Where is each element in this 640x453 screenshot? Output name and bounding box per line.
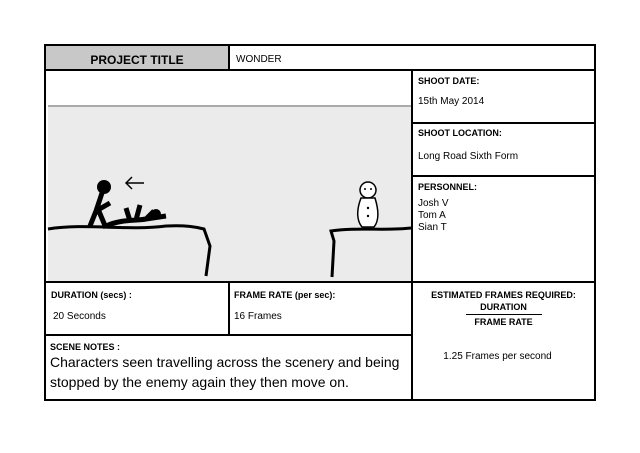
border-bottom xyxy=(44,399,596,401)
personnel-label: PERSONNEL: xyxy=(418,182,478,192)
estimated-cell xyxy=(413,290,594,362)
personnel-name: Josh V xyxy=(418,198,449,209)
personnel-name: Sian T xyxy=(418,222,447,233)
project-title-label: PROJECT TITLE xyxy=(90,53,184,67)
shoot-location-label: SHOOT LOCATION: xyxy=(418,128,502,138)
shoot-location-value: Long Road Sixth Form xyxy=(418,151,519,162)
duration-value: 20 Seconds xyxy=(53,311,106,322)
duration-divider xyxy=(228,281,230,334)
shoot-date-value: 15th May 2014 xyxy=(418,96,485,107)
duration-cell xyxy=(51,290,226,322)
frame-rate-label: FRAME RATE (per sec): xyxy=(234,290,336,300)
project-title-value: WONDER xyxy=(236,54,282,65)
date-divider xyxy=(412,122,596,124)
storyboard-sheet xyxy=(44,44,596,401)
frame-drawing xyxy=(46,71,411,281)
shoot-location-cell xyxy=(418,128,592,162)
fraction-bar xyxy=(466,314,542,315)
project-title-label-cell xyxy=(46,46,228,70)
storyboard-frame xyxy=(46,71,411,281)
frame-bottom-rule xyxy=(44,281,596,283)
scene-notes-cell xyxy=(50,342,410,392)
location-divider xyxy=(412,175,596,177)
snowman-head xyxy=(360,182,376,198)
scene-notes-label: SCENE NOTES : xyxy=(50,342,121,352)
notes-top-rule xyxy=(44,334,412,336)
shoot-date-cell xyxy=(418,76,592,107)
estimated-label: ESTIMATED FRAMES REQUIRED: xyxy=(431,290,576,300)
border-right xyxy=(594,44,596,401)
personnel-list xyxy=(418,198,592,234)
estimated-value: 1.25 Frames per second xyxy=(443,351,552,362)
snowman-body xyxy=(358,198,378,227)
figure-head xyxy=(97,180,111,194)
project-title-value-cell xyxy=(230,46,594,70)
lying-figure-head xyxy=(151,209,161,219)
estimated-numerator: DURATION xyxy=(480,302,527,312)
shoot-date-label: SHOOT DATE: xyxy=(418,76,480,86)
personnel-cell xyxy=(418,182,592,234)
duration-label: DURATION (secs) : xyxy=(51,290,132,300)
scene-notes-text: Characters seen travelling across the scenery and being stopped by the enemy again they then move on. xyxy=(50,354,400,390)
frame-rate-cell xyxy=(234,290,409,322)
estimated-denominator: FRAME RATE xyxy=(474,317,533,327)
frame-rate-value: 16 Frames xyxy=(234,311,282,322)
personnel-name: Tom A xyxy=(418,210,446,221)
